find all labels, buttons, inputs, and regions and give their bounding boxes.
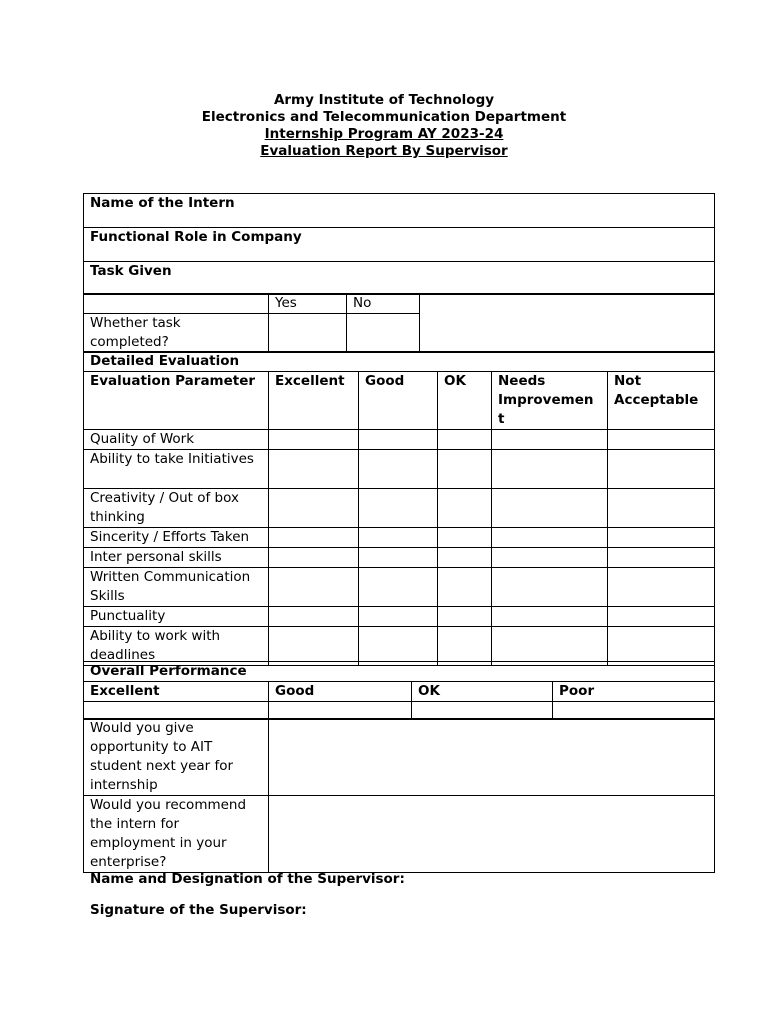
answer-future-internship[interactable] — [269, 719, 715, 796]
answer-recommend-employment[interactable] — [269, 796, 715, 873]
yes-checkbox-cell[interactable] — [269, 314, 347, 353]
rating-cell[interactable] — [608, 627, 715, 666]
param-label: Inter personal skills — [84, 548, 269, 568]
rating-cell[interactable] — [492, 548, 608, 568]
rating-cell[interactable] — [269, 430, 359, 450]
table-row — [84, 430, 715, 450]
question-recommend-employment: Would you recommend the intern for employment in your enterprise? — [84, 796, 269, 873]
rating-cell[interactable] — [608, 489, 715, 528]
supervisor-name-label: Name and Designation of the Supervisor: — [90, 871, 405, 887]
no-checkbox-cell[interactable] — [347, 314, 420, 353]
yes-header: Yes — [269, 294, 347, 314]
rating-cell[interactable] — [359, 430, 438, 450]
overall-performance-table — [83, 661, 715, 720]
rating-cell[interactable] — [492, 489, 608, 528]
rating-cell[interactable] — [359, 489, 438, 528]
rating-cell[interactable] — [359, 607, 438, 627]
rating-cell[interactable] — [269, 489, 359, 528]
task-given-field[interactable]: Task Given — [84, 262, 715, 295]
task-completed-label: Whether task completed? — [84, 314, 269, 353]
rating-cell[interactable] — [269, 607, 359, 627]
rating-header-not-acceptable: Not Acceptable — [608, 372, 715, 430]
rating-cell[interactable] — [492, 568, 608, 607]
param-column-header: Evaluation Parameter — [84, 372, 269, 430]
rating-cell[interactable] — [438, 528, 492, 548]
rating-cell[interactable] — [492, 607, 608, 627]
program-title: Internship Program AY 2023-24 — [264, 126, 504, 142]
param-label: Quality of Work — [84, 430, 269, 450]
rating-cell[interactable] — [359, 568, 438, 607]
param-label: Written Communication Skills — [84, 568, 269, 607]
rating-cell[interactable] — [438, 548, 492, 568]
param-label: Ability to work with deadlines — [84, 627, 269, 666]
detailed-evaluation-heading: Detailed Evaluation — [84, 352, 715, 372]
param-label: Ability to take Initiatives — [84, 450, 269, 489]
overall-header-ok: OK — [412, 682, 553, 702]
question-future-internship: Would you give opportunity to AIT student next year for internship — [84, 719, 269, 796]
rating-cell[interactable] — [359, 627, 438, 666]
blank-cell — [84, 294, 269, 314]
overall-header-excellent: Excellent — [84, 682, 269, 702]
rating-cell[interactable] — [438, 489, 492, 528]
param-label: Punctuality — [84, 607, 269, 627]
rating-cell[interactable] — [492, 450, 608, 489]
rating-cell[interactable] — [492, 430, 608, 450]
rating-cell[interactable] — [438, 627, 492, 666]
table-row — [84, 450, 715, 489]
rating-cell[interactable] — [359, 548, 438, 568]
overall-cell[interactable] — [84, 702, 269, 720]
rating-cell[interactable] — [438, 450, 492, 489]
rating-cell[interactable] — [492, 627, 608, 666]
param-label: Sincerity / Efforts Taken — [84, 528, 269, 548]
report-title: Evaluation Report By Supervisor — [260, 143, 508, 159]
no-header: No — [347, 294, 420, 314]
rating-cell[interactable] — [269, 450, 359, 489]
supervisor-signature-label: Signature of the Supervisor: — [90, 902, 307, 918]
table-row — [84, 489, 715, 528]
rating-cell[interactable] — [438, 430, 492, 450]
rating-cell[interactable] — [438, 607, 492, 627]
table-row — [84, 528, 715, 548]
rating-cell[interactable] — [608, 450, 715, 489]
overall-performance-heading: Overall Performance — [84, 662, 715, 682]
rating-cell[interactable] — [269, 548, 359, 568]
overall-cell[interactable] — [269, 702, 412, 720]
overall-header-good: Good — [269, 682, 412, 702]
rating-cell[interactable] — [608, 607, 715, 627]
table-row — [84, 607, 715, 627]
rating-cell[interactable] — [608, 568, 715, 607]
intern-name-field[interactable]: Name of the Intern — [84, 194, 715, 228]
overall-header-poor: Poor — [553, 682, 715, 702]
intern-info-table — [83, 193, 715, 295]
rating-cell[interactable] — [359, 450, 438, 489]
questions-table — [83, 718, 715, 873]
table-row — [84, 568, 715, 607]
rating-header-ok: OK — [438, 372, 492, 430]
department-name: Electronics and Telecommunication Department — [201, 109, 567, 125]
blank-cell — [420, 294, 715, 353]
rating-header-excellent: Excellent — [269, 372, 359, 430]
rating-cell[interactable] — [269, 627, 359, 666]
rating-cell[interactable] — [438, 568, 492, 607]
rating-cell[interactable] — [608, 528, 715, 548]
rating-cell[interactable] — [269, 568, 359, 607]
rating-header-needs-improvement: Needs Improvemen t — [492, 372, 608, 430]
detailed-evaluation-table — [83, 351, 715, 666]
overall-cell[interactable] — [412, 702, 553, 720]
role-field[interactable]: Functional Role in Company — [84, 228, 715, 262]
institute-name: Army Institute of Technology — [273, 92, 495, 108]
param-label: Creativity / Out of box thinking — [84, 489, 269, 528]
overall-cell[interactable] — [553, 702, 715, 720]
rating-cell[interactable] — [269, 528, 359, 548]
table-row — [84, 627, 715, 666]
rating-cell[interactable] — [492, 528, 608, 548]
table-row — [84, 548, 715, 568]
rating-cell[interactable] — [359, 528, 438, 548]
rating-cell[interactable] — [608, 430, 715, 450]
rating-cell[interactable] — [608, 548, 715, 568]
document-header — [0, 92, 768, 160]
rating-header-good: Good — [359, 372, 438, 430]
task-completion-table — [83, 293, 715, 353]
